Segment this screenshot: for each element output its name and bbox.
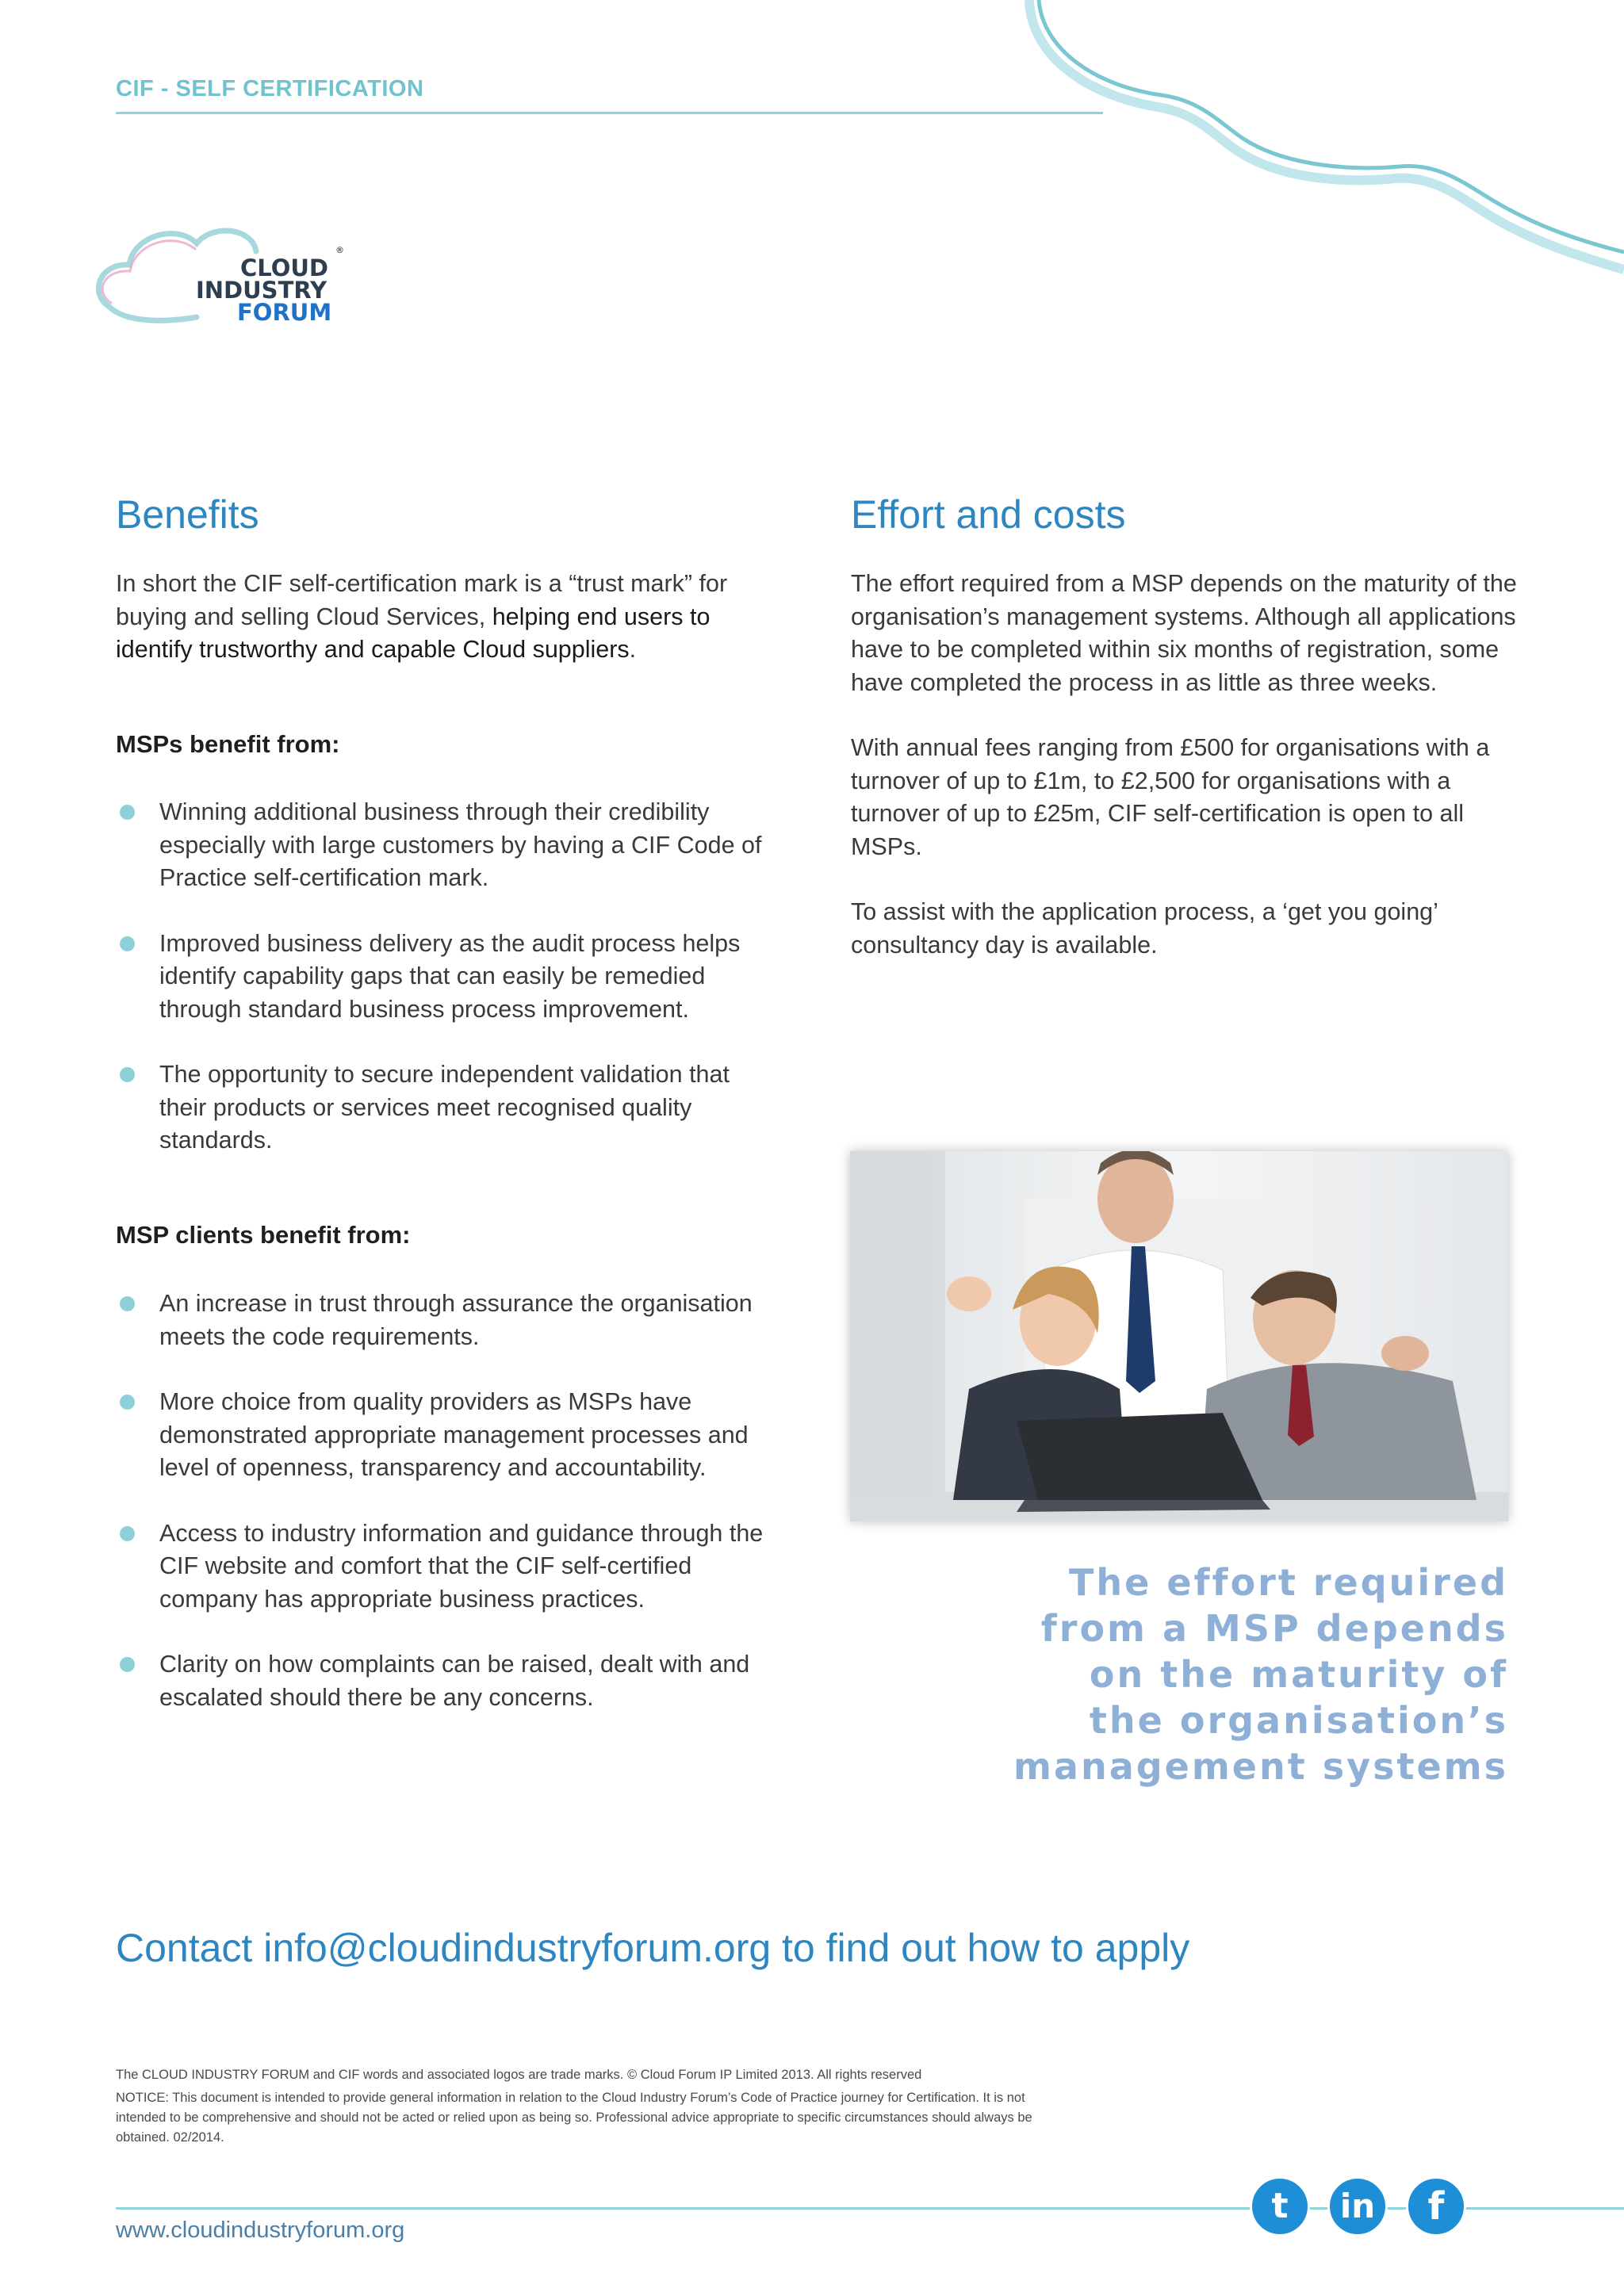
facebook-icon[interactable]: f (1406, 2176, 1466, 2237)
pull-quote-line: The effort required (1069, 1561, 1508, 1604)
legal-notice: NOTICE: This document is intended to provide general information in relation to the Cloud Industry Forum’s Code of Practice journey for Certification. It is not intended to be comprehensive and should not be acted or relied upon as being so. Professional advice appropriate to specific circumstances should always be obtained. 02/2014. (116, 2091, 1032, 2145)
contact-call-to-action[interactable]: Contact info@cloudindustryforum.org to find out how to apply (116, 1926, 1190, 1970)
pull-quote-line: the organisation’s (1089, 1699, 1508, 1742)
list-item-text: Access to industry information and guidance through the CIF website and comfort that the CIF self-certified company has appropriate business practices. (159, 1519, 764, 1613)
list-item (116, 796, 774, 895)
list-item (116, 1517, 774, 1617)
msps-benefit-list (116, 796, 774, 1190)
list-item-text: The opportunity to secure independent validation that their products or services meet recognised quality standards. (159, 1061, 730, 1154)
intro-end: . (629, 636, 637, 663)
pull-quote (841, 1559, 1508, 1789)
list-item-text: More choice from quality providers as MSPs have demonstrated appropriate management processes and level of openness, transparency and accountability. (159, 1388, 749, 1481)
section-label: CIF - SELF CERTIFICATION (116, 76, 424, 101)
benefits-intro (116, 568, 774, 667)
bullet-dot (120, 1296, 135, 1311)
list-item-text: Clarity on how complaints can be raised, dealt with and escalated should there be any concerns. (159, 1651, 750, 1711)
list-item (116, 1058, 774, 1158)
list-item (116, 1386, 774, 1485)
intro-text: In short the CIF self-certification mark is a “trust mark” for buying and selling Cloud Services, (116, 570, 728, 630)
linkedin-icon[interactable]: in (1327, 2176, 1388, 2237)
logo-word-forum: FORUM (237, 299, 332, 326)
pull-quote-line: management systems (1013, 1745, 1508, 1788)
msps-benefit-heading: MSPs benefit from: (116, 730, 340, 758)
bullet-dot (120, 1395, 135, 1410)
decorative-cloud-swoosh (999, 0, 1624, 309)
logo-word-cloud: CLOUD (240, 254, 329, 281)
footer-divider (116, 2207, 1624, 2210)
logo-word-industry: INDUSTRY (196, 277, 327, 304)
effort-paragraph: With annual fees ranging from £500 for organisations with a turnover of up to £1m, to £2,500 for organisations with a turnover of up to £25m, CIF self-certification is open to all MSPs. (851, 734, 1490, 860)
website-link[interactable]: www.cloudindustryforum.org (116, 2218, 405, 2243)
effort-costs-body (851, 568, 1525, 994)
effort-paragraph: The effort required from a MSP depends on the maturity of the organisation’s management systems. Although all applications have to be completed within six months of registration, some have completed the process in as little as three weeks. (851, 570, 1517, 696)
bullet-dot (120, 805, 135, 820)
list-item-text: Improved business delivery as the audit process helps identify capability gaps that can easily be remedied through standard business process improvement. (159, 929, 741, 1023)
registered-mark: ® (335, 245, 344, 255)
clients-benefit-list (116, 1288, 774, 1747)
trademark-notice: The CLOUD INDUSTRY FORUM and CIF words and associated logos are trade marks. © Cloud Forum IP Limited 2013. All rights reserved (116, 2068, 922, 2082)
pull-quote-line: from a MSP depends (1040, 1607, 1508, 1650)
list-item (116, 928, 774, 1027)
cloud-industry-forum-logo (94, 216, 355, 335)
effort-costs-heading: Effort and costs (851, 492, 1126, 537)
clients-benefit-heading: MSP clients benefit from: (116, 1221, 411, 1249)
bullet-dot (120, 936, 135, 951)
effort-paragraph: To assist with the application process, a ‘get you going’ consultancy day is available. (851, 898, 1438, 959)
office-team-photo (850, 1151, 1508, 1521)
header-divider (116, 112, 1103, 114)
bullet-dot (120, 1526, 135, 1541)
list-item (116, 1288, 774, 1353)
twitter-icon[interactable]: t (1250, 2176, 1310, 2237)
intro-highlight: helping end users to identify trustworthy and capable Cloud suppliers (116, 603, 710, 663)
benefits-heading: Benefits (116, 492, 259, 537)
pull-quote-line: on the maturity of (1089, 1653, 1508, 1696)
list-item-text: Winning additional business through their credibility especially with large customers by having a CIF Code of Practice self-certification mark. (159, 798, 762, 891)
bullet-dot (120, 1657, 135, 1672)
list-item (116, 1648, 774, 1714)
list-item-text: An increase in trust through assurance the organisation meets the code requirements. (159, 1290, 753, 1350)
bullet-dot (120, 1067, 135, 1082)
